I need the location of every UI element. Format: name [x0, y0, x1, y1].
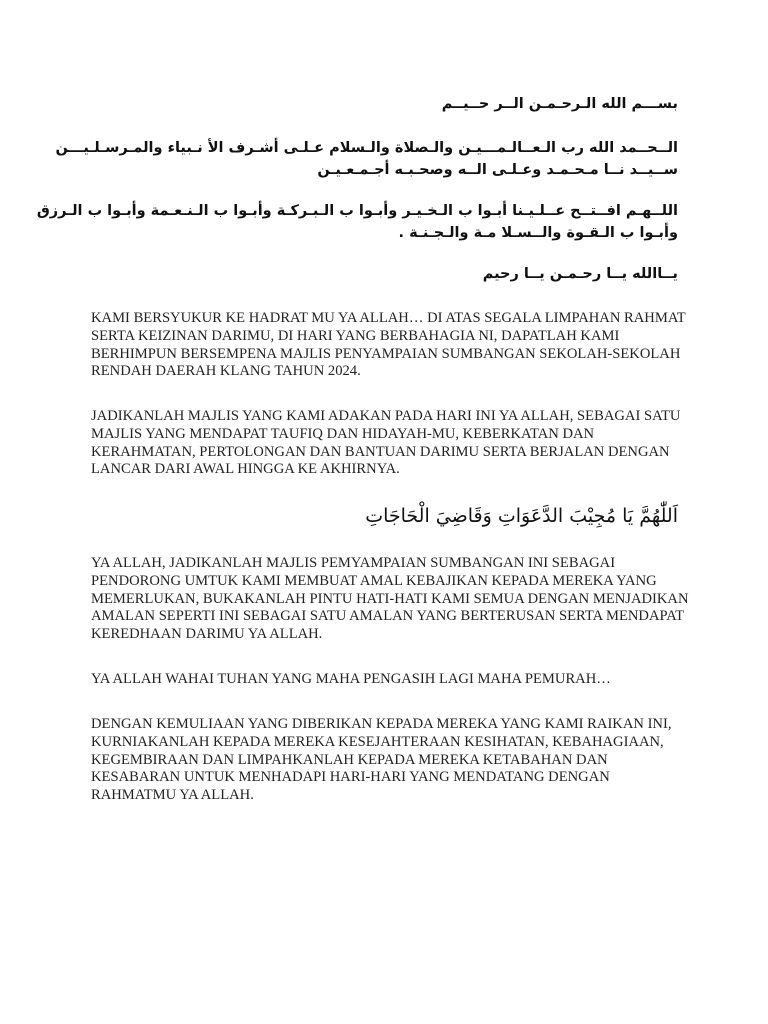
hamdalah-block [55, 137, 678, 181]
ya-allah-text: يــاالله يــا رحـمـن يــا رحيم [482, 266, 678, 282]
doa-pintu-line-2: وأبـوا ب الـقـوة والــسـلا مـة والـجـنـة . [398, 225, 678, 241]
doa-hajat-line [365, 503, 678, 529]
doa-pintu-line-1: اللــهـم افــتــح عــلـيـنا أبـوا ب الـخـيـر وأبـوا ب الـبـركـة وأبـوا ب الـنـعـمة وأبـوا ب الـرزق [36, 203, 678, 219]
paragraph-jadikanlah: JADIKANLAH MAJLIS YANG KAMI ADAKAN PADA HARI INI YA ALLAH, SEBAGAI SATU MAJLIS YANG MENDAPAT TAUFIQ DAN HIDAYAH-MU, KEBERKATAN DAN KERAHMATAN, PERTOLONGAN DAN BANTUAN DARIMU SERTA BERJALAN DENGAN LANCAR DARI AWAL HINGGA KE AKHIRNYA. [91, 408, 681, 478]
paragraph-pengasih: YA ALLAH WAHAI TUHAN YANG MAHA PENGASIH LAGI MAHA PEMURAH… [91, 671, 611, 687]
paragraph-sumbangan: YA ALLAH, JADIKANLAH MAJLIS PEMYAMPAIAN SUMBANGAN INI SEBAGAI PENDORONG UMTUK KAMI MEMBUAT AMAL KEBAJIKAN KEPADA MEREKA YANG MEMERLUKAN, BUKAKANLAH PINTU HATI-HATI KAMI SEMUA DENGAN MENJADIKAN AMALAN SEPERTI INI SEBAGAI SATU AMALAN YANG BERTERUSAN SERTA MENDAPAT KEREDHAAN DARIMU YA ALLAH. [91, 555, 689, 643]
basmalah-text: بســـم الله الـرحـمـن الــر حــيــم [441, 96, 678, 112]
paragraph-kemuliaan: DENGAN KEMULIAAN YANG DIBERIKAN KEPADA MEREKA YANG KAMI RAIKAN INI, KURNIAKANLAH KEPADA MEREKA KESEJAHTERAAN KESIHATAN, KEBAHAGIAAN, KEGEMBIRAAN DAN LIMPAHKANLAH KEPADA MEREKA KETABAHAN DAN KESABARAN UNTUK MENHADAPI HARI-HARI YANG MENDATANG DENGAN RAHMATMU YA ALLAH. [91, 716, 672, 804]
hamdalah-line-1: الــحــمد الله رب الـعــالـمـــيـن والـصلاة والـسلام عـلـى أشـرف الأ نـبياء والمـرسـلـيـــن [55, 140, 678, 156]
hamdalah-line-2: ســيــد نــا مـحـمـد وعـلـى الــه وصحـبـه أجـمـعـيـن [317, 162, 678, 178]
basmalah-line [442, 93, 678, 115]
doa-hajat-text: اَللّٰهُمَّ يَا مُجِيْبَ الدَّعَوَاتِ وَقَاضِيَ الْحَاجَاتِ [365, 505, 678, 527]
doa-pintu-block [37, 200, 678, 244]
ya-allah-line [483, 263, 678, 285]
paragraph-syukur: KAMI BERSYUKUR KE HADRAT MU YA ALLAH… DI ATAS SEGALA LIMPAHAN RAHMAT SERTA KEIZINAN DARIMU, DI HARI YANG BERBAHAGIA NI, DAPATLAH KAMI BERHIMPUN BERSEMPENA MAJLIS PENYAMPAIAN SUMBANGAN SEKOLAH-SEKOLAH RENDAH DAERAH KLANG TAHUN 2024. [91, 310, 686, 380]
